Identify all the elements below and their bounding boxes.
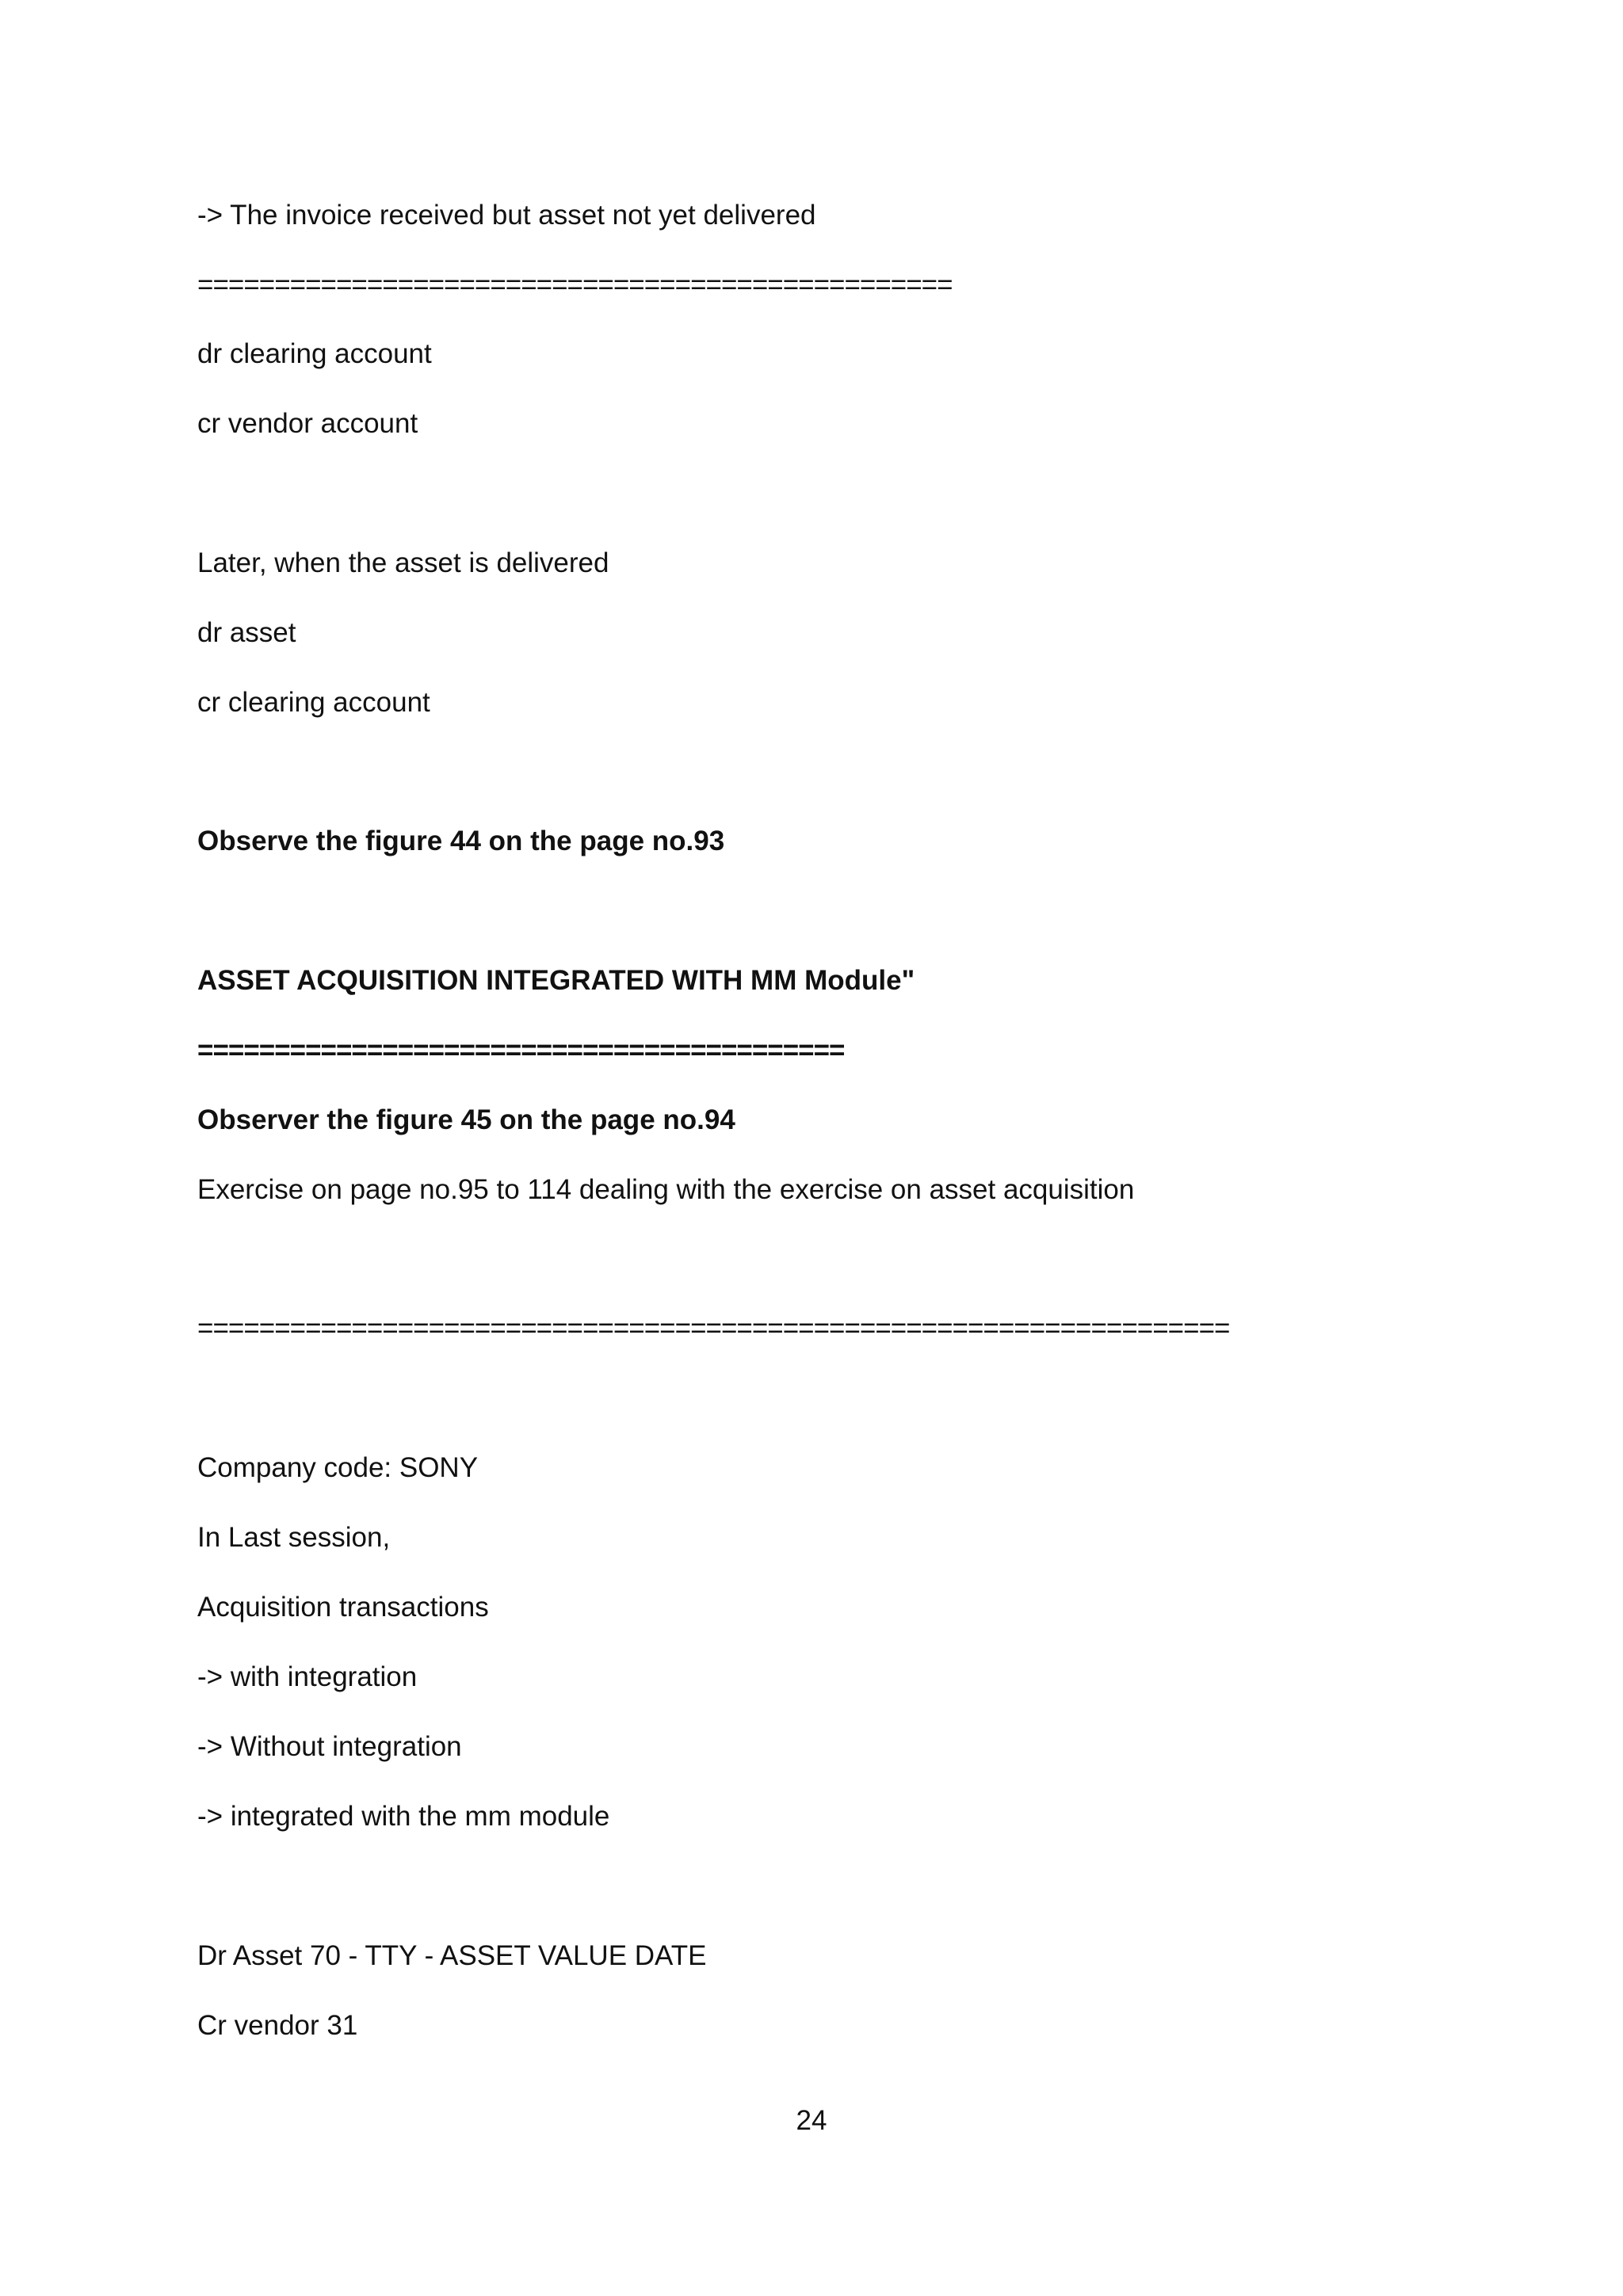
text-line-cr-vendor-31: Cr vendor 31: [197, 2010, 358, 2041]
separator-line-bold: ==========================================: [197, 1035, 845, 1066]
text-line-last-session: In Last session,: [197, 1522, 391, 1553]
text-line-acquisition-transactions: Acquisition transactions: [197, 1592, 489, 1623]
text-line-dr-asset-70: Dr Asset 70 - TTY - ASSET VALUE DATE: [197, 1940, 707, 1971]
text-line-cr-vendor: cr vendor account: [197, 408, 418, 439]
separator-line-long: ===================================================================: [197, 1313, 1230, 1344]
page-number: 24: [796, 2105, 827, 2136]
text-line-with-integration: -> with integration: [197, 1661, 418, 1692]
text-line-dr-clearing: dr clearing account: [197, 338, 432, 369]
text-line-later-delivered: Later, when the asset is delivered: [197, 547, 609, 578]
text-line-company-code: Company code: SONY: [197, 1452, 479, 1483]
text-line-observe-figure-44: Observe the figure 44 on the page no.93: [197, 826, 725, 856]
text-line-dr-asset: dr asset: [197, 617, 296, 648]
separator-line: =================================================: [197, 269, 953, 300]
text-line-cr-clearing: cr clearing account: [197, 687, 430, 718]
section-heading-asset-acquisition: ASSET ACQUISITION INTEGRATED WITH MM Module": [197, 965, 915, 996]
text-line-without-integration: -> Without integration: [197, 1731, 462, 1762]
text-line-invoice-received: -> The invoice received but asset not yet delivered: [197, 200, 816, 231]
text-line-exercise: Exercise on page no.95 to 114 dealing with the exercise on asset acquisition: [197, 1174, 1135, 1205]
text-line-observer-figure-45: Observer the figure 45 on the page no.94: [197, 1104, 735, 1135]
text-line-integrated-mm: -> integrated with the mm module: [197, 1801, 610, 1832]
